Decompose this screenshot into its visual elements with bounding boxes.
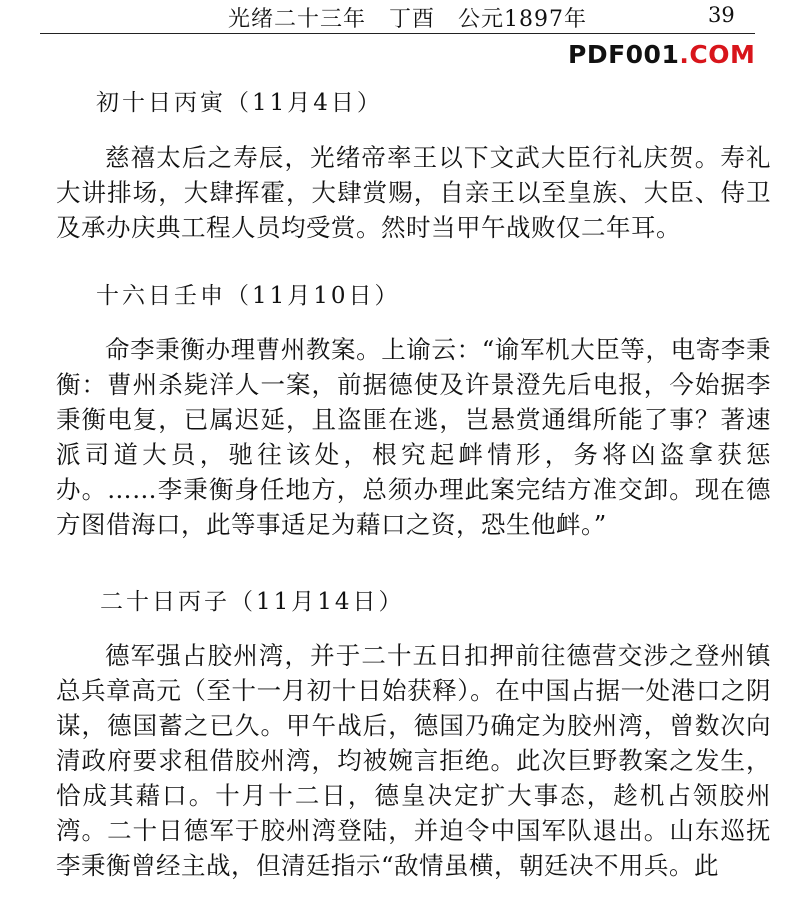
entry-paragraph [56, 638, 771, 883]
watermark-accent: .COM [679, 40, 756, 69]
bottom-fade [0, 903, 800, 917]
date-heading: 初十日丙寅（11月4日） [96, 90, 383, 116]
entry-paragraph [56, 140, 771, 245]
entry-paragraph [56, 332, 771, 542]
date-heading: 二十日丙子（11月14日） [100, 589, 405, 615]
watermark-logo [568, 40, 755, 69]
entry-text: 命李秉衡办理曹州教案。上谕云：“谕军机大臣等，电寄李秉衡：曹州杀毙洋人一案，前据德使及许景澄先后电报，今始据李秉衡电复，已属迟延，且盗匪在逃，岂悬赏通缉所能了事？著速派司道大员，驰往该处，根究起衅情形，务将凶盗拿获惩办。……李秉衡身任地方，总须办理此案完结方准交卸。现在德方图借海口，此等事适足为藉口之资，恐生他衅。” [56, 335, 771, 539]
page-number: 39 [708, 3, 735, 27]
watermark-main: PDF001 [568, 40, 680, 69]
date-heading: 十六日壬申（11月10日） [96, 283, 401, 309]
entry-text: 慈禧太后之寿辰，光绪帝率王以下文武大臣行礼庆贺。寿礼大讲排场，大肆挥霍，大肆赏赐，自亲王以至皇族、大臣、侍卫及承办庆典工程人员均受赏。然时当甲午战败仅二年耳。 [56, 143, 771, 242]
running-head [0, 0, 800, 34]
running-title: 光绪二十三年 丁酉 公元1897年 [228, 7, 587, 32]
entry-text: 德军强占胶州湾，并于二十五日扣押前往德营交涉之登州镇总兵章高元（至十一月初十日始获释）。在中国占据一处港口之阴谋，德国蓄之已久。甲午战后，德国乃确定为胶州湾，曾数次向清政府要求租借胶州湾，均被婉言拒绝。此次巨野教案之发生，恰成其藉口。十月十二日，德皇决定扩大事态，趁机占领胶州湾。二十日德军于胶州湾登陆，并迫令中国军队退出。山东巡抚李秉衡曾经主战，但清廷指示“敌情虽横，朝廷决不用兵。此 [56, 641, 771, 880]
header-rule [40, 33, 755, 34]
